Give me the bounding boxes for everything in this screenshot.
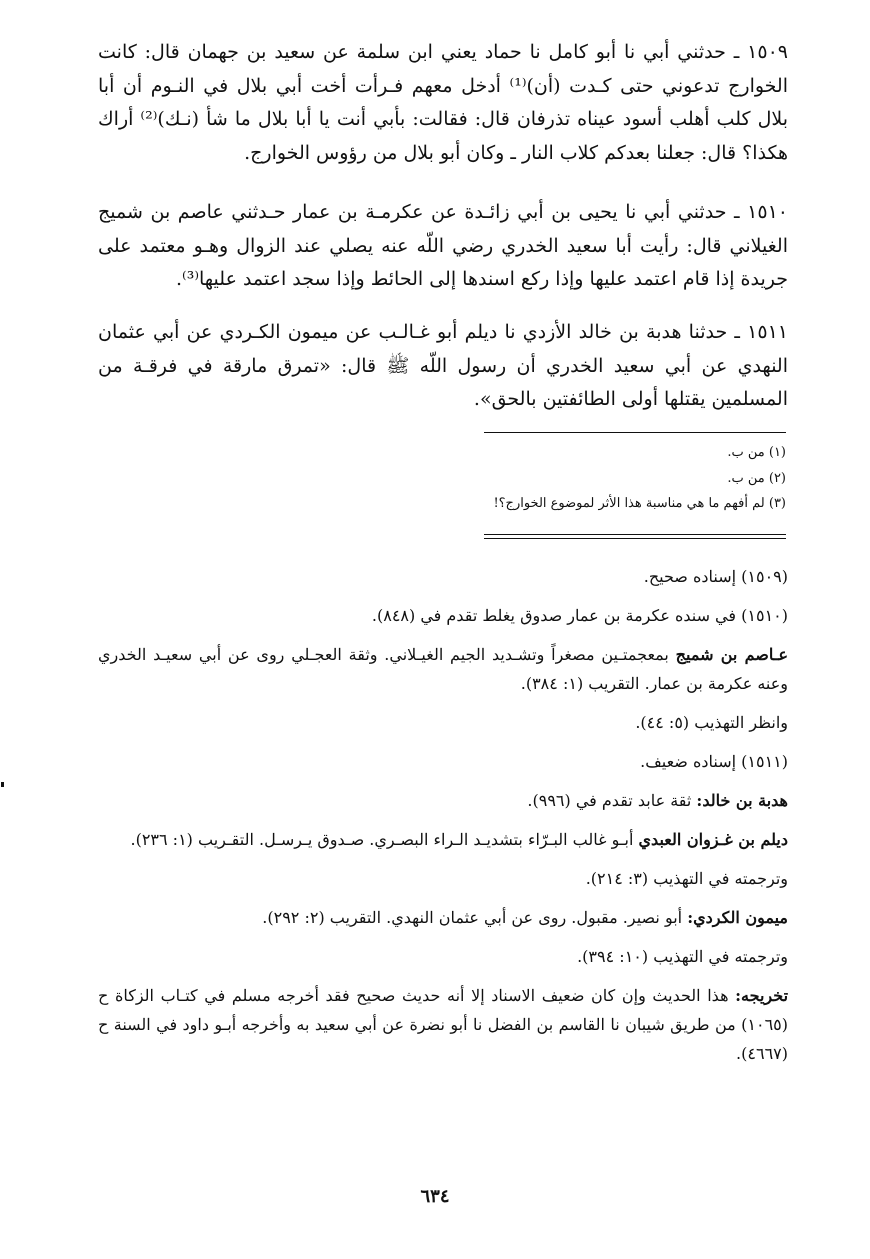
footnote-divider — [484, 432, 786, 433]
footnotes — [480, 440, 786, 517]
commentary-takhrij — [98, 981, 788, 1068]
hadith-1511-text: ١٥١١ ـ حدثنا هدبة بن خالد الأزدي نا ديلم أبو غـالـب عن ميمون الكـردي عن أبي عثمان النهدي عن أبي سعيد الخدري أن رسول اللّه ﷺ قال: «تمرق مارقة في فرقـة من المسلمين يقتلها أولى الطائفتين بالحق». — [98, 321, 788, 411]
commentary-maymun — [98, 903, 788, 932]
commentary-divider — [484, 534, 786, 539]
commentary-asim — [98, 640, 788, 698]
narrator-desc-maymun: أبو نصير. مقبول. روى عن أبي عثمان النهدي. التقريب (٢: ٢٩٢). — [262, 908, 688, 927]
hadith-1510 — [98, 196, 788, 297]
hadith-1509-text: ١٥٠٩ ـ حدثني أبي نا أبو كامل نا حماد يعني ابن سلمة عن سعيد بن جهمان قال: كانت الخوارج تدعوني حتى كـدت (أن)⁽¹⁾ أدخل معهم فـرأت أخت أبي بلال في النـوم أن أبا بلال كلب أهلب أسود عيناه تذرفان قال: فقالت: بأبي أنت يا أبا بلال ما شأ (نـك)⁽²⁾ أراك هكذا؟ قال: جعلنا بعدكم كلاب النار ـ وكان أبو بلال من رؤوس الخوارج. — [98, 41, 788, 164]
commentary-1510: (١٥١٠) في سنده عكرمة بن عمار صدوق يغلط تقدم في (٨٤٨). — [371, 606, 788, 625]
hadith-1509 — [98, 36, 788, 170]
narrator-desc-daylam: أبـو غالب البـرّاء بتشديـد الـراء البصـري. صـدوق يـرسـل. التقـريب (١: ٢٣٦). — [130, 830, 639, 849]
scan-edge-mark — [1, 782, 4, 787]
hadith-1511 — [98, 316, 788, 417]
hadith-1510-text: ١٥١٠ ـ حدثني أبي نا يحيى بن أبي زائـدة عن عكرمـة بن عمار حـدثني عاصم بن شميج الغيلاني قال: رأيت أبا سعيد الخدري رضي اللّه عنه يصلي عند الزوال وهـو معتمد على جريدة إذا قام اعتمد عليها وإذا ركع اسندها إلى الحائط وإذا سجد اعتمد عليها⁽³⁾. — [98, 201, 788, 291]
narrator-name-daylam: ديلم بن غـزوان العبدي — [638, 830, 788, 849]
commentary-maymun-tahdhib: وترجمته في التهذيب (١٠: ٣٩٤). — [577, 947, 788, 966]
commentary-1511: (١٥١١) إسناده ضعيف. — [640, 752, 788, 771]
narrator-desc-asim: بمعجمتـين مصغراً وتشـديد الجيم الغيـلاني. وثقة العجـلي روى عن أبي سعيـد الخدري وعنه عكرمة بن عمار. التقريب (١: ٣٨٤). — [98, 645, 788, 693]
narrator-name-hudba: هدبة بن خالد: — [696, 791, 788, 810]
footnote-1: (١) من ب. — [727, 445, 786, 460]
takhrij-label: تخريجه: — [735, 986, 789, 1005]
commentary — [98, 562, 788, 1078]
commentary-daylam — [98, 825, 788, 854]
commentary-asim-tahdhib: وانظر التهذيب (٥: ٤٤). — [635, 713, 788, 732]
page-number: ٦٣٤ — [420, 1186, 450, 1207]
footnote-3: (٣) لم أفهم ما هي مناسبة هذا الأثر لموضوع الخوارج؟! — [493, 496, 786, 511]
narrator-name-asim: عـاصم بن شميج — [675, 645, 788, 664]
commentary-hudba — [98, 786, 788, 815]
narrator-desc-hudba: ثقة عابد تقدم في (٩٩٦). — [527, 791, 697, 810]
footnote-2: (٢) من ب. — [727, 470, 786, 486]
commentary-daylam-tahdhib: وترجمته في التهذيب (٣: ٢١٤). — [585, 869, 788, 888]
commentary-1509: (١٥٠٩) إسناده صحيح. — [643, 567, 788, 586]
takhrij-text: هذا الحديث وإن كان ضعيف الاسناد إلا أنه حديث صحيح فقد أخرجه مسلم في كتـاب الزكاة ح (١٠٦٥) من طريق شيبان نا القاسم بن الفضل نا أبو نضرة عن أبي سعيد به وأخرجه أبـو داود في السنة ح (٤٦٦٧). — [98, 986, 788, 1063]
narrator-name-maymun: ميمون الكردي: — [687, 908, 788, 927]
